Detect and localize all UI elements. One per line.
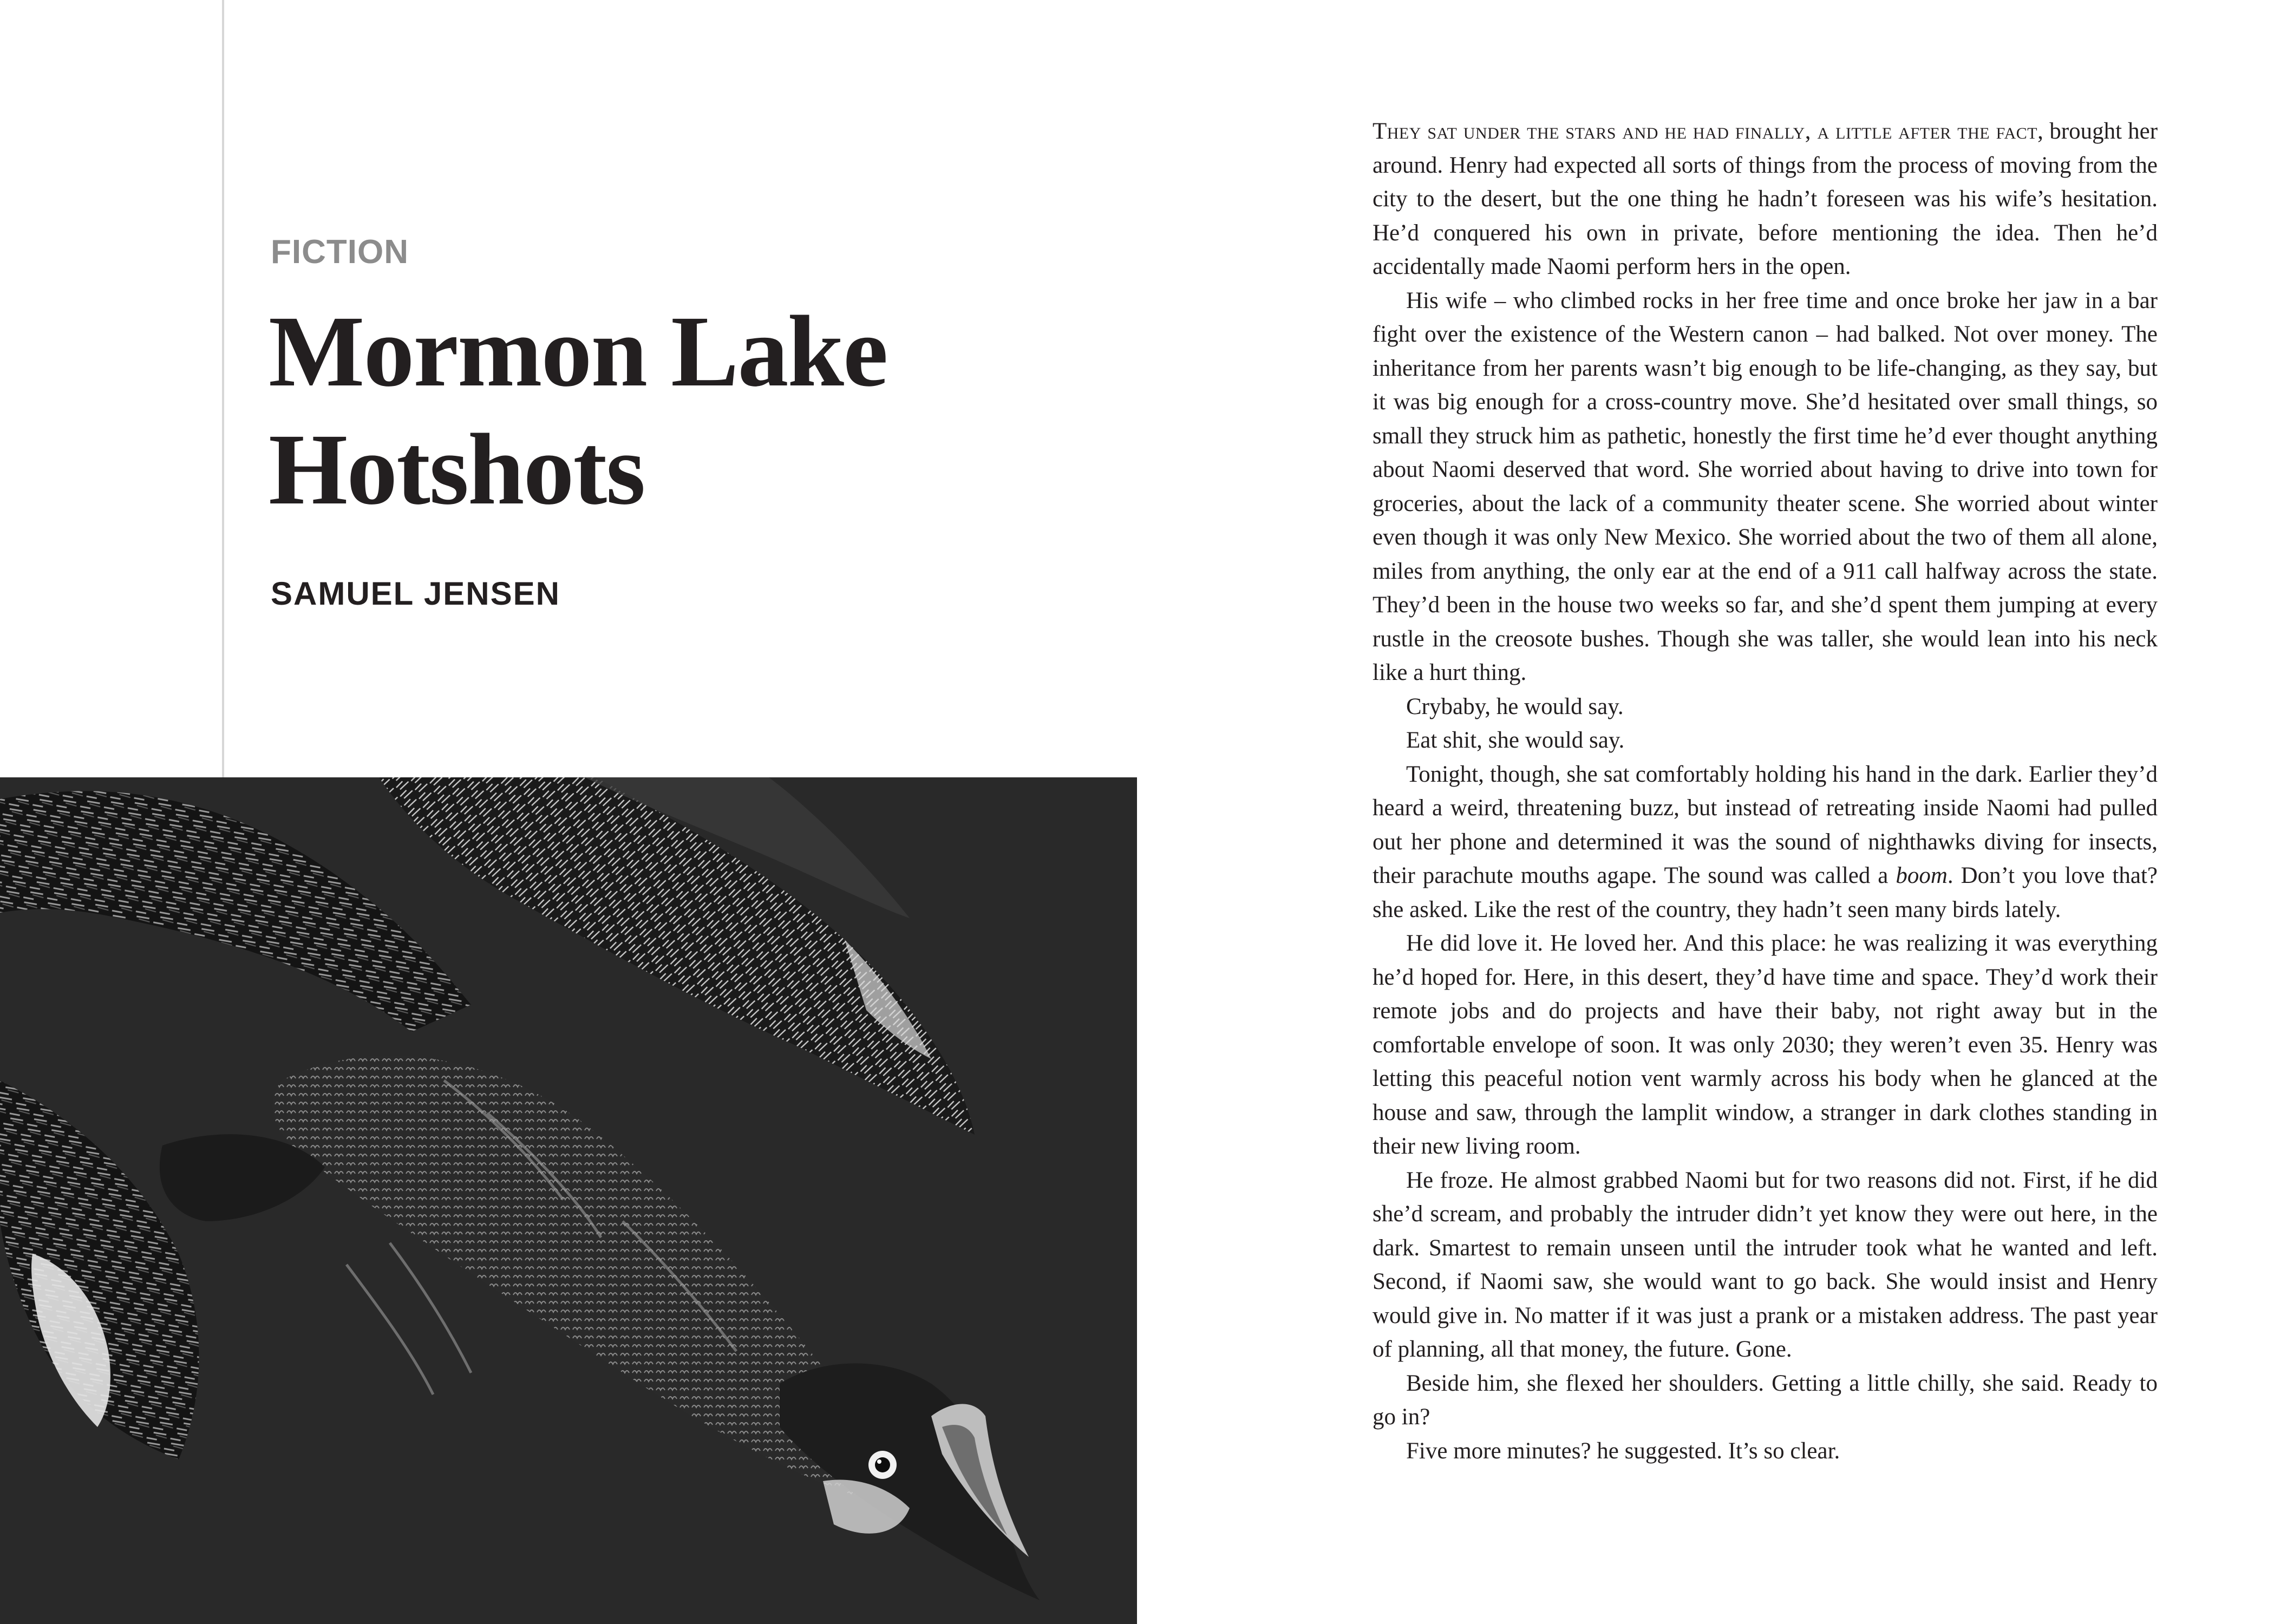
story-body <box>1373 115 2158 1468</box>
vertical-rule <box>222 0 224 780</box>
story-title <box>269 292 1135 528</box>
nighthawk-icon <box>0 777 1137 1624</box>
story-title-line-2: Hotshots <box>269 412 645 526</box>
opening-lead: They sat under the stars and he had finally, a little after the fact, <box>1373 119 2044 144</box>
paragraph: Eat shit, she would say. <box>1406 728 1625 753</box>
paragraph: Five more minutes? he suggested. It’s so clear. <box>1406 1438 1840 1464</box>
emphasis: boom <box>1896 863 1948 888</box>
paragraph: His wife – who climbed rocks in her free time and once broke her jaw in a bar fight over the existence of the Western canon – had balked. Not over money. The inheritance from her parents wasn’t big enough to be life-changing, as they say, but it was big enough for a cross-country move. She’d hesitated over small things, so small they struck him as pathetic, honestly the first time he’d ever thought anything about Naomi deserved that word. She worried about having to drive into town for groceries, about the lack of a community theater scene. She worried about winter even though it was only New Mexico. She worried about the two of them all alone, miles from anything, the only ear at the end of a 911 call halfway across the state. They’d been in the house two weeks so far, and she’d spent them jumping at every rustle in the creosote bushes. Though she was taller, she would lean into his neck like a hurt thing. <box>1373 287 2158 685</box>
paragraph: Tonight, though, she sat comfortably holding his hand in the dark. Earlier they’d heard a weird, threatening buzz, but instead of retreating inside Naomi had pulled out her phone and determined it was the sound of nighthawks diving for insects, their parachute mouths agape. The sound was called a boom. Don’t you love that? she asked. Like the rest of the country, they hadn’t seen many birds lately. <box>1373 761 2158 922</box>
paragraph: He froze. He almost grabbed Naomi but for two reasons did not. First, if he did she’d scream, and probably the intruder didn’t yet know they were out here, in the dark. Smartest to remain unseen until the intruder took what he wanted and left. Second, if Naomi saw, she would want to go back. She would insist and Henry would give in. No matter if it was just a prank or a mistaken address. The past year of planning, all that money, the future. Gone. <box>1373 1167 2158 1362</box>
author-byline: SAMUEL JENSEN <box>271 575 561 612</box>
nighthawk-illustration <box>0 777 1137 1624</box>
paragraph: Crybaby, he would say. <box>1406 693 1624 719</box>
paragraph: He did love it. He loved her. And this place: he was realizing it was everything he’d hoped for. Here, in this desert, they’d have time and space. They’d work their remote jobs and do projects and have their baby, not right away but in the comfortable envelope of soon. It was only 2030; they weren’t even 35. Henry was letting this peaceful notion vent warmly across his body when he glanced at the house and saw, through the lamplit window, a stranger in dark clothes standing in their new living room. <box>1373 931 2158 1159</box>
paragraph: They sat under the stars and he had finally, a little after the fact, brought her around. Henry had expected all sorts of things from the process of moving from the city to the desert, but the one thing he hadn’t foreseen was his wife’s hesitation. He’d conquered his own in private, before mentioning the idea. Then he’d accidentally made Naomi perform hers in the open. <box>1373 119 2158 279</box>
story-title-line-1: Mormon Lake <box>269 294 887 408</box>
section-label: FICTION <box>271 233 409 271</box>
paragraph: Beside him, she flexed her shoulders. Getting a little chilly, she said. Ready to go in? <box>1373 1370 2158 1430</box>
